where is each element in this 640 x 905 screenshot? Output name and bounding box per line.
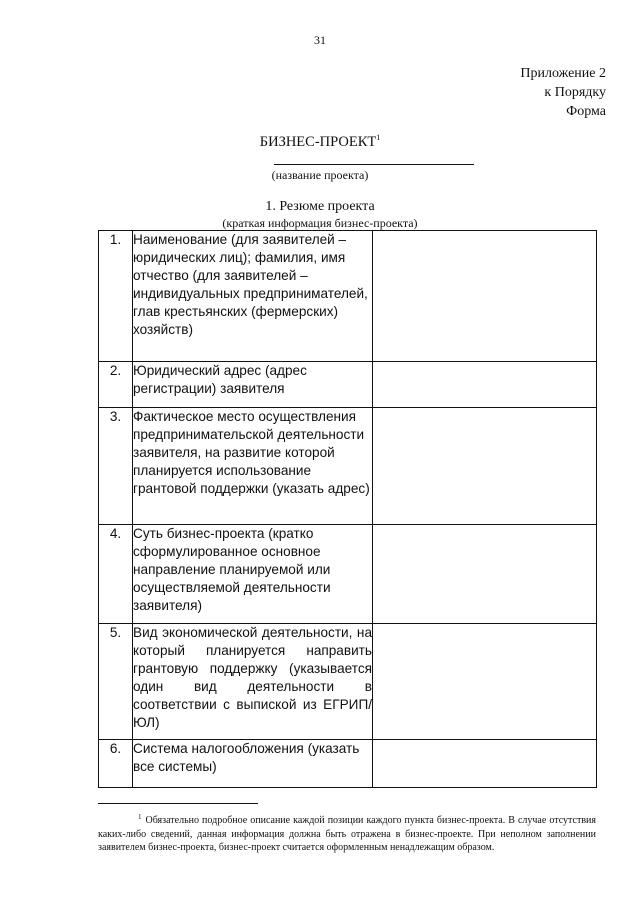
table-row [99, 525, 597, 624]
footnote-divider [98, 803, 258, 804]
row-answer-cell [373, 408, 597, 525]
row-description: Юридический адрес (адрес регистрации) заявителя [133, 362, 373, 408]
footnote [98, 811, 596, 855]
row-number: 4. [99, 525, 133, 624]
row-number: 2. [99, 362, 133, 408]
appendix-line-3: Форма [566, 104, 606, 119]
row-number: 3. [99, 408, 133, 525]
page-number: 31 [314, 33, 326, 47]
section-title: 1. Резюме проекта [265, 199, 375, 214]
row-description: Суть бизнес-проекта (кратко сформулированное основное направление планируемой или осуществляемой деятельности заявителя) [133, 525, 373, 624]
table-row [99, 624, 597, 740]
row-description: Вид экономической деятельности, на который планируется направить грантовую поддержку (указывается один вид деятельности в соответствии с выпиской из ЕГРИП/ЮЛ) [133, 624, 373, 740]
appendix-line-2: к Порядку [544, 85, 606, 100]
row-description: Наименование (для заявителей – юридических лиц); фамилия, имя отчество (для заявителей – индивидуальных предпринимателей, глав крестьянских (фермерских) хозяйств) [133, 231, 373, 362]
project-name-caption: (название проекта) [271, 168, 369, 182]
table-row [99, 740, 597, 788]
project-name-line [274, 164, 474, 165]
row-answer-cell [373, 362, 597, 408]
appendix-line-1: Приложение 2 [520, 66, 606, 81]
table-row [99, 231, 597, 362]
row-answer-cell [373, 624, 597, 740]
row-number: 1. [99, 231, 133, 362]
footnote-text: Обязательно подробное описание каждой позиции каждого пункта бизнес-проекта. В случае отсутствия каких-либо сведений, данная информация должна быть отражена в бизнес-проекте. При неполном заполнении заявителем бизнес-проекта, бизнес-проект считается оформленным ненадлежащим образом. [98, 815, 596, 853]
title-footnote-mark: 1 [376, 133, 381, 142]
section-subtitle: (краткая информация бизнес-проекта) [222, 216, 418, 230]
row-answer-cell [373, 525, 597, 624]
row-number: 6. [99, 740, 133, 788]
footnote-mark: 1 [138, 813, 142, 821]
row-number: 5. [99, 624, 133, 740]
appendix-header [520, 64, 606, 121]
row-description: Система налогообложения (указать все системы) [133, 740, 373, 788]
document-title [0, 133, 640, 151]
table-row [99, 408, 597, 525]
row-description: Фактическое место осуществления предпринимательской деятельности заявителя, на развитие которой планируется использование грантовой поддержки (указать адрес) [133, 408, 373, 525]
document-title-text: БИЗНЕС-ПРОЕКТ [259, 134, 377, 150]
table-row [99, 362, 597, 408]
row-answer-cell [373, 231, 597, 362]
row-answer-cell [373, 740, 597, 788]
summary-table [98, 230, 597, 788]
